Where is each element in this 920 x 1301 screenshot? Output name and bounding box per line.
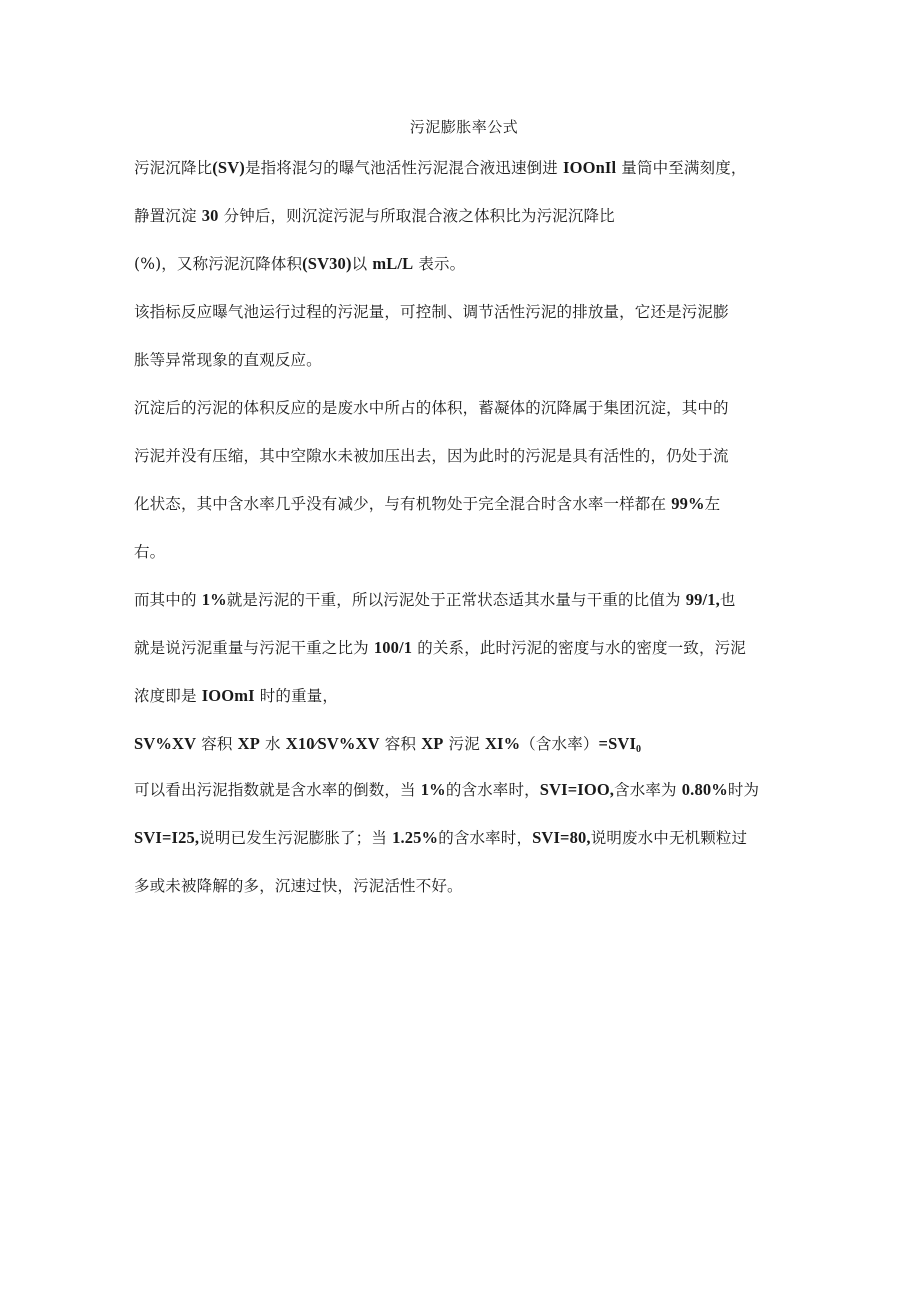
formula-term: X10⁄SV%XV <box>285 734 380 753</box>
paragraph-sv-line-2 <box>134 204 814 252</box>
formula-term: SV%XV <box>134 734 197 753</box>
text-run: 量筒中至满刻度， <box>616 159 747 177</box>
text-run: 说明废水中无机颗粒过 <box>590 829 748 847</box>
paragraph-indicator-line-2: 胀等异常现象的直观反应。 <box>134 351 322 369</box>
paragraph-settling-line-2: 污泥并没有压缩，其中空隙水未被加压出去，因为此时的污泥是具有活性的，仍处于流 <box>134 447 729 465</box>
paragraph-indicator-line-1: 该指标反应曝气池运行过程的污泥量，可控制、调节活性污泥的排放量，它还是污泥膨 <box>134 303 729 321</box>
text-run: 就是污泥的干重，所以污泥处于正常状态适其水量与干重的比值为 <box>226 591 686 609</box>
text-run: 可以看出污泥指数就是含水率的倒数，当 <box>134 781 421 799</box>
text-run-bold: IOOmI <box>201 686 255 705</box>
text-run-bold: IOOnIl <box>563 158 617 177</box>
text-run-bold: 1.25% <box>392 828 439 847</box>
paragraph-svi-line-1 <box>134 778 814 826</box>
paragraph-sv-line-1 <box>134 156 814 204</box>
text-run-bold: 100/1 <box>373 638 413 657</box>
formula-term: XP <box>237 734 260 753</box>
text-run: 静置沉淀 <box>134 207 202 225</box>
text-run: (%)，又称污泥沉降体积 <box>134 255 303 273</box>
formula-text: 容积 <box>196 735 238 753</box>
formula-text: 污泥 <box>443 735 485 753</box>
text-run: 时为 <box>727 781 760 799</box>
text-run: 说明已发生污泥膨胀了；当 <box>199 829 393 847</box>
text-run-bold: SVI=I25, <box>134 828 200 847</box>
document-title: 污泥膨胀率公式 <box>409 118 519 136</box>
text-run: 的含水率时， <box>445 781 540 799</box>
formula-subscript: 0 <box>636 744 642 755</box>
formula-text: 水 <box>259 735 286 753</box>
text-run: 浓度即是 <box>134 687 202 705</box>
text-run: 而其中的 <box>134 591 202 609</box>
text-run: 表示。 <box>413 255 466 273</box>
text-run-bold: mL/L <box>372 254 414 273</box>
text-run-bold: SVI=IOO, <box>539 780 615 799</box>
formula-text: 容积 <box>379 735 422 753</box>
text-run: 化状态，其中含水率几乎没有减少，与有机物处于完全混合时含水率一样都在 <box>134 495 672 513</box>
paragraph-svi-line-3: 多或未被降解的多，沉速过快，污泥活性不好。 <box>134 877 463 895</box>
formula-term: XI% <box>484 734 521 753</box>
paragraph-settling-line-3 <box>134 492 814 540</box>
text-run: 以 <box>351 255 373 273</box>
text-run: 时的重量， <box>254 687 339 705</box>
text-run: 的关系，此时污泥的密度与水的密度一致，污泥 <box>412 639 746 657</box>
text-run-bold: (SV30) <box>302 254 352 273</box>
paragraph-dryweight-line-3 <box>134 684 814 732</box>
formula-line <box>134 732 814 778</box>
text-run-bold: 30 <box>201 206 219 225</box>
document-body <box>134 156 814 922</box>
text-run: 分钟后，则沉淀污泥与所取混合液之体积比为污泥沉降比 <box>218 207 615 225</box>
paragraph-settling-line-4: 右。 <box>134 543 166 561</box>
text-run: 就是说污泥重量与污泥干重之比为 <box>134 639 374 657</box>
paragraph-settling-line-1: 沉淀后的污泥的体积反应的是废水中所占的体积，蓄凝体的沉降属于集团沉淀，其中的 <box>134 399 729 417</box>
formula-term: XP <box>421 734 444 753</box>
text-run: 污泥沉降比 <box>134 159 213 177</box>
paragraph-svi-line-2 <box>134 826 814 874</box>
formula-text: （含水率） <box>520 735 599 753</box>
paragraph-dryweight-line-2 <box>134 636 814 684</box>
text-run-bold: (SV) <box>212 158 245 177</box>
text-run: 是指将混匀的曝气池活性污泥混合液迅速倒进 <box>244 159 564 177</box>
text-run: 的含水率时， <box>438 829 533 847</box>
text-run-bold: 99% <box>671 494 705 513</box>
text-run: 含水率为 <box>614 781 682 799</box>
text-run-bold: 1% <box>201 590 227 609</box>
formula-term: =SVI <box>598 734 637 753</box>
text-run-bold: 0.80% <box>681 780 728 799</box>
text-run: 也 <box>719 591 736 609</box>
text-run-bold: 99/1, <box>685 590 720 609</box>
paragraph-sv-line-3 <box>134 252 814 300</box>
text-run: 左 <box>704 495 721 513</box>
text-run-bold: SVI=80, <box>532 828 591 847</box>
paragraph-dryweight-line-1 <box>134 588 814 636</box>
text-run-bold: 1% <box>420 780 446 799</box>
